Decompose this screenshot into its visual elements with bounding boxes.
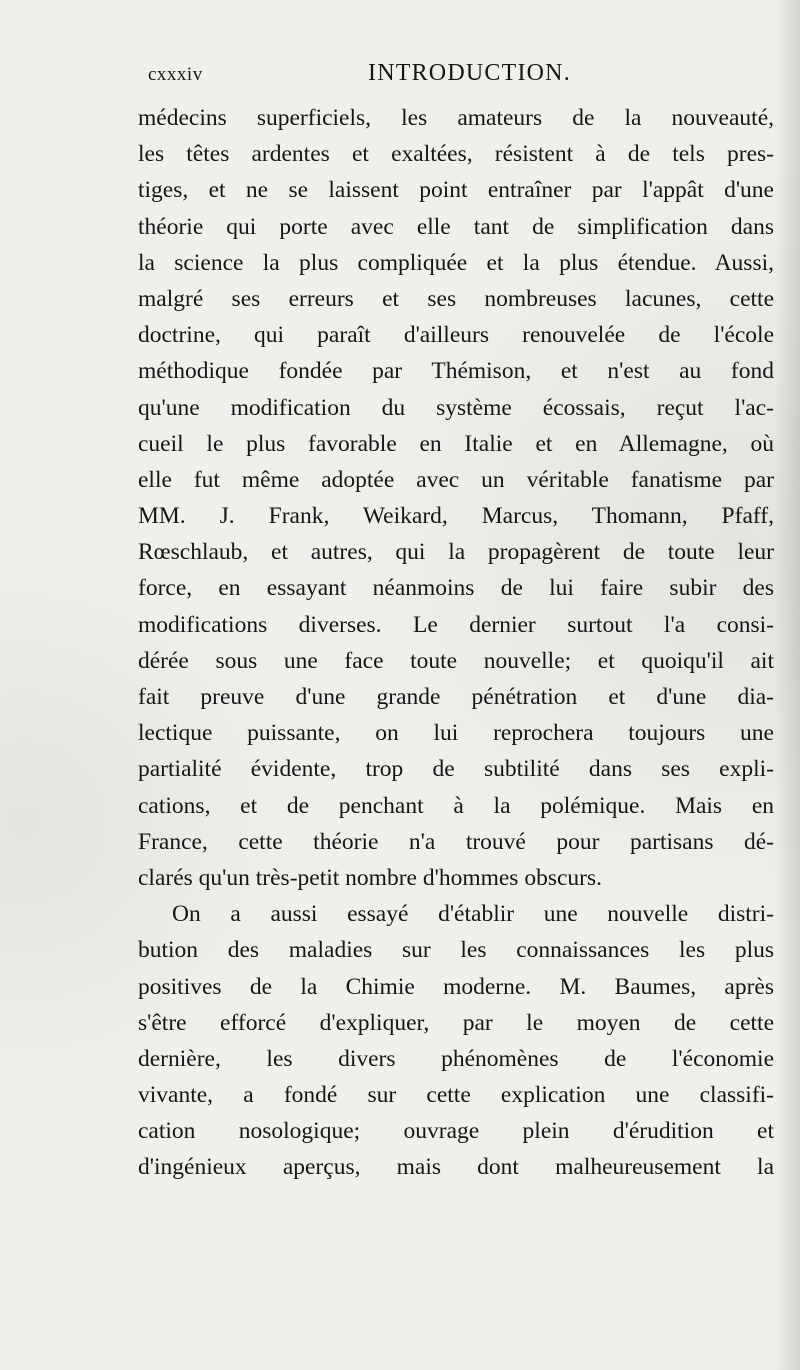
text-line: malgré ses erreurs et ses nombreuses lacunes, cette: [138, 285, 774, 312]
text-line: cation nosologique; ouvrage plein d'érudition et: [138, 1118, 774, 1145]
text-line: théorie qui porte avec elle tant de simplification dans: [138, 213, 774, 240]
text-line: fait preuve d'une grande pénétration et d'une dia-: [138, 684, 774, 710]
text-line: dernière, les divers phénomènes de l'économie: [138, 1045, 774, 1072]
text-line: clarés qu'un très-petit nombre d'hommes obscurs.: [138, 864, 602, 891]
text-line: les têtes ardentes et exaltées, résistent à de tels pres-: [138, 141, 774, 168]
paragraph: [138, 896, 774, 1186]
text-line: cueil le plus favorable en Italie et en Allemagne, où: [138, 430, 774, 457]
text-line: Rœschlaub, et autres, qui la propagèrent de toute leur: [138, 539, 774, 566]
text-line: elle fut même adoptée avec un véritable fanatisme par: [138, 466, 774, 493]
text-line: On a aussi essayé d'établir une nouvelle distri-: [172, 901, 774, 928]
text-line: modifications diverses. Le dernier surtout l'a consi-: [138, 611, 774, 638]
text-line: MM. J. Frank, Weikard, Marcus, Thomann, Pfaff,: [138, 503, 774, 530]
text-line: France, cette théorie n'a trouvé pour partisans dé-: [138, 828, 774, 855]
text-line: tiges, et ne se laissent point entraîner par l'appât d'une: [138, 177, 774, 204]
text-line: force, en essayant néanmoins de lui faire subir des: [138, 575, 774, 602]
text-line: doctrine, qui paraît d'ailleurs renouvelée de l'école: [138, 322, 774, 349]
text-line: d'ingénieux aperçus, mais dont malheureusement la: [138, 1154, 774, 1181]
running-head: [148, 60, 778, 94]
text-line: médecins superficiels, les amateurs de la nouveauté,: [138, 105, 774, 131]
page-edge-shadow: [774, 0, 800, 1370]
page-number: cxxxiv: [148, 64, 203, 85]
text-line: positives de la Chimie moderne. M. Baumes, après: [138, 973, 774, 1000]
paragraph: [138, 100, 774, 896]
text-line: méthodique fondée par Thémison, et n'est au fond: [138, 358, 774, 385]
text-line: la science la plus compliquée et la plus étendue. Aussi,: [138, 249, 774, 276]
text-line: vivante, a fondé sur cette explication une classifi-: [138, 1082, 774, 1109]
text-line: qu'une modification du système écossais, reçut l'ac-: [138, 394, 774, 421]
text-line: partialité évidente, trop de subtilité dans ses expli-: [138, 756, 774, 783]
text-line: s'être efforcé d'expliquer, par le moyen de cette: [138, 1009, 774, 1036]
body-text: [138, 100, 774, 1186]
running-title: INTRODUCTION.: [368, 60, 571, 86]
text-line: cations, et de penchant à la polémique. Mais en: [138, 792, 774, 819]
text-line: bution des maladies sur les connaissances les plus: [138, 937, 774, 964]
text-line: dérée sous une face toute nouvelle; et quoiqu'il ait: [138, 647, 774, 674]
text-line: lectique puissante, on lui reprochera toujours une: [138, 720, 774, 747]
